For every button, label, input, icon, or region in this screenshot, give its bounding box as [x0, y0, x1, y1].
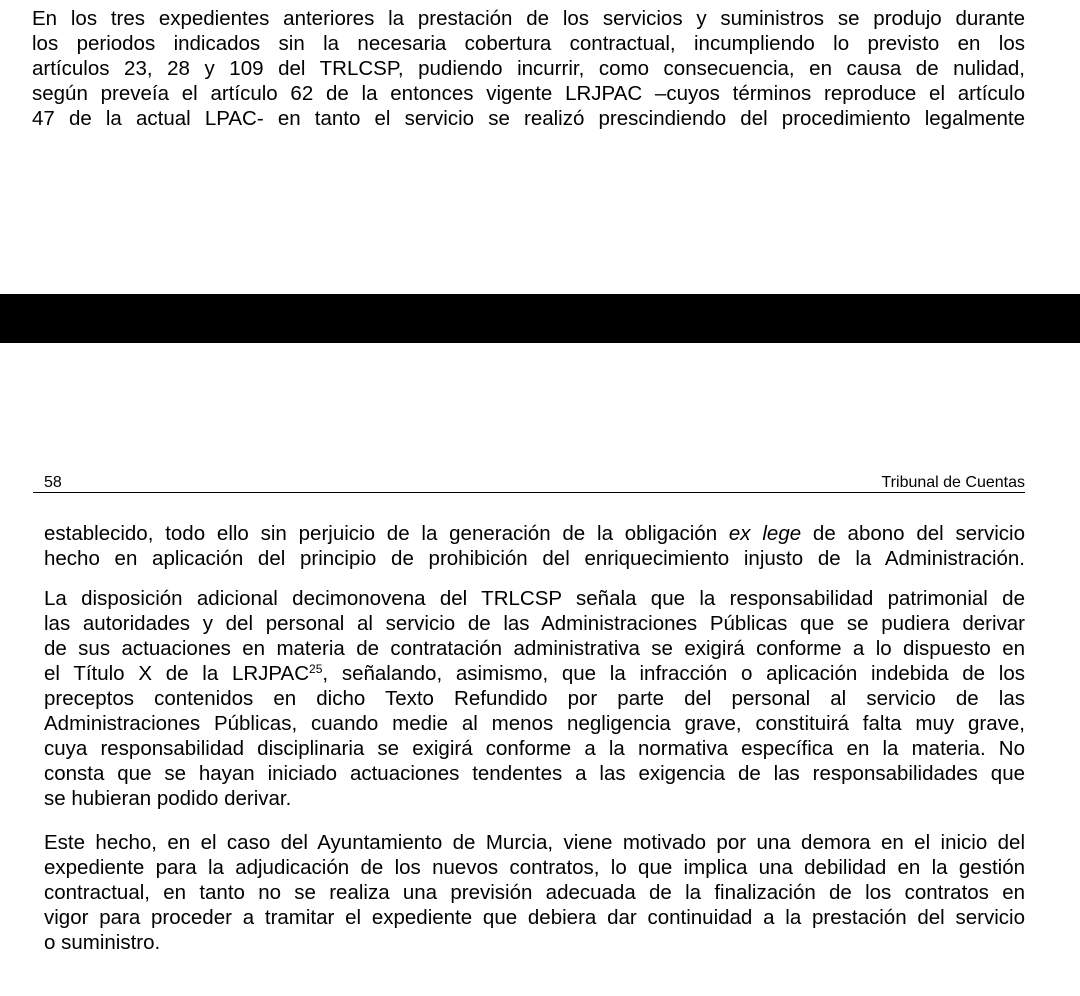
paragraph-line: La disposición adicional decimonovena del TRLCSP señala que la responsabilidad patrimonial de — [44, 587, 1025, 610]
page-break-band — [0, 294, 1080, 343]
paragraph-line: o suministro. — [44, 931, 161, 954]
paragraph-line: consta que se hayan iniciado actuaciones tendentes a las exigencia de las responsabilidades que — [44, 762, 1025, 785]
latin-term: ex lege — [728, 522, 802, 545]
second-paragraph — [44, 586, 1025, 811]
text-segment: de abono del servicio — [801, 522, 1025, 545]
paragraph-line: Administraciones Públicas, cuando medie al menos negligencia grave, constituirá falta muy grave, — [44, 712, 1025, 735]
paragraph-line: 47 de la actual LPAC- en tanto el servicio se realizó prescindiendo del procedimiento legalmente — [32, 107, 1025, 130]
paragraph-line: de sus actuaciones en materia de contratación administrativa se exigirá conforme a lo dispuesto en — [44, 637, 1025, 660]
paragraph-line — [44, 521, 1025, 546]
continuation-paragraph — [44, 521, 1025, 571]
paragraph-line: artículos 23, 28 y 109 del TRLCSP, pudiendo incurrir, como consecuencia, en causa de nulidad, — [32, 57, 1025, 80]
paragraph-line: según preveía el artículo 62 de la entonces vigente LRJPAC –cuyos términos reproduce el artículo — [32, 82, 1025, 105]
paragraph-line: las autoridades y del personal al servicio de las Administraciones Públicas que se pudiera derivar — [44, 612, 1025, 635]
header-rule — [33, 492, 1025, 493]
text-segment: establecido, todo ello sin perjuicio de la generación de la obligación — [44, 522, 729, 545]
top-paragraph — [32, 6, 1025, 131]
paragraph-line: En los tres expedientes anteriores la prestación de los servicios y suministros se produjo durante — [32, 7, 1025, 30]
paragraph-line: contractual, en tanto no se realiza una previsión adecuada de la finalización de los contratos en — [44, 881, 1025, 904]
paragraph-line: expediente para la adjudicación de los nuevos contratos, lo que implica una debilidad en la gestión — [44, 856, 1025, 879]
text-segment: , señalando, asimismo, que la infracción o aplicación indebida de los — [322, 662, 1025, 685]
paragraph-line: los periodos indicados sin la necesaria cobertura contractual, incumpliendo lo previsto en los — [32, 32, 1025, 55]
paragraph-line: preceptos contenidos en dicho Texto Refundido por parte del personal al servicio de las — [44, 687, 1025, 710]
paragraph-line: Este hecho, en el caso del Ayuntamiento de Murcia, viene motivado por una demora en el inicio del — [44, 831, 1025, 854]
paragraph-line: cuya responsabilidad disciplinaria se exigirá conforme a la normativa específica en la materia. No — [44, 737, 1025, 760]
header-organization: Tribunal de Cuentas — [881, 474, 1025, 491]
third-paragraph — [44, 830, 1025, 955]
text-segment: el Título X de la LRJPAC — [44, 662, 310, 685]
paragraph-line: vigor para proceder a tramitar el expediente que debiera dar continuidad a la prestación del servicio — [44, 906, 1025, 929]
page-number: 58 — [44, 474, 62, 491]
page-header — [44, 472, 1025, 494]
footnote-marker[interactable]: 25 — [309, 662, 323, 677]
paragraph-line: hecho en aplicación del principio de prohibición del enriquecimiento injusto de la Administración. — [44, 547, 1025, 570]
paragraph-line: se hubieran podido derivar. — [44, 787, 292, 810]
paragraph-line — [44, 661, 1025, 686]
